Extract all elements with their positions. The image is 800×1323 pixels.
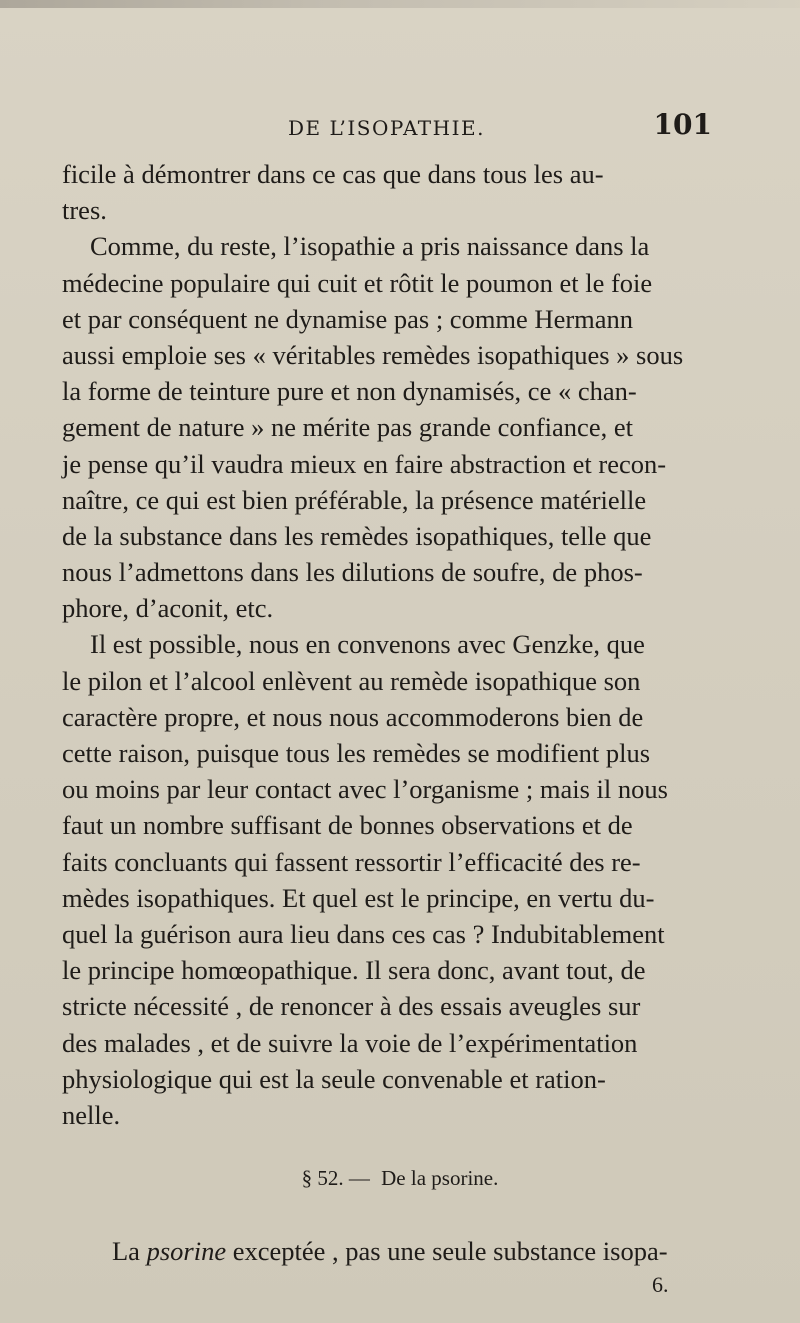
text-line: nelle. — [62, 1099, 121, 1130]
text-line: faits concluants qui fassent ressortir l’efficacité des re- — [62, 846, 641, 877]
text-line: de la substance dans les remèdes isopathiques, telle que — [62, 520, 652, 551]
text-line: ou moins par leur contact avec l’organisme ; mais il nous — [62, 774, 668, 805]
text-line: des malades , et de suivre la voie de l’expérimentation — [62, 1027, 638, 1058]
section-title: De la psorine. — [381, 1166, 499, 1190]
text-line: gement de nature » ne mérite pas grande confiance, et — [62, 412, 633, 443]
section-number: § 52. — — [301, 1166, 370, 1190]
text-line: aussi emploie ses « véritables remèdes isopathiques » sous — [62, 339, 684, 370]
text-line: caractère propre, et nous nous accommoderons bien de — [62, 701, 644, 732]
text-line: la forme de teinture pure et non dynamisés, ce « chan- — [62, 376, 637, 407]
last-line-prefix: La — [112, 1236, 147, 1266]
paragraph-start-line — [112, 1236, 732, 1267]
last-line-suffix: exceptée , pas une seule substance isopa- — [226, 1236, 668, 1266]
page-edge-shadow — [0, 0, 800, 8]
text-line: nous l’admettons dans les dilutions de soufre, de phos- — [62, 557, 643, 588]
section-heading — [0, 1166, 800, 1191]
text-line: stricte nécessité , de renoncer à des essais aveugles sur — [62, 991, 641, 1022]
text-line: cette raison, puisque tous les remèdes se modifient plus — [62, 738, 651, 768]
text-line: mèdes isopathiques. Et quel est le principe, en vertu du- — [62, 882, 655, 913]
paragraph-start-line: Comme, du reste, l’isopathie a pris naissance dans la — [90, 231, 650, 262]
text-line: physiologique qui est la seule convenable et ration- — [62, 1063, 606, 1094]
text-line: naître, ce qui est bien préférable, la présence matérielle — [62, 484, 647, 515]
italic-term: psorine — [146, 1236, 227, 1266]
text-line: médecine populaire qui cuit et rôtit le poumon et le foie — [62, 267, 653, 298]
text-line: phore, d’aconit, etc. — [62, 593, 274, 624]
page-number: 101 — [653, 108, 712, 141]
running-head — [60, 108, 720, 148]
paragraph-start-line: Il est possible, nous en convenons avec Genzke, que — [90, 629, 645, 660]
text-line: faut un nombre suffisant de bonnes observations et de — [62, 810, 633, 841]
running-title: DE L’ISOPATHIE. — [288, 116, 485, 140]
text-line: tres. — [62, 195, 107, 226]
text-line: ficile à démontrer dans ce cas que dans tous les au- — [62, 159, 604, 189]
text-line: le principe homœopathique. Il sera donc, avant tout, de — [62, 955, 646, 986]
body-text — [62, 156, 730, 1133]
text-line: et par conséquent ne dynamise pas ; comme Hermann — [62, 303, 634, 334]
signature-mark: 6. — [652, 1272, 669, 1297]
text-line: je pense qu’il vaudra mieux en faire abstraction et recon- — [62, 448, 667, 479]
text-line: le pilon et l’alcool enlèvent au remède isopathique son — [62, 665, 641, 696]
text-line: quel la guérison aura lieu dans ces cas ? Indubitablement — [62, 918, 665, 949]
